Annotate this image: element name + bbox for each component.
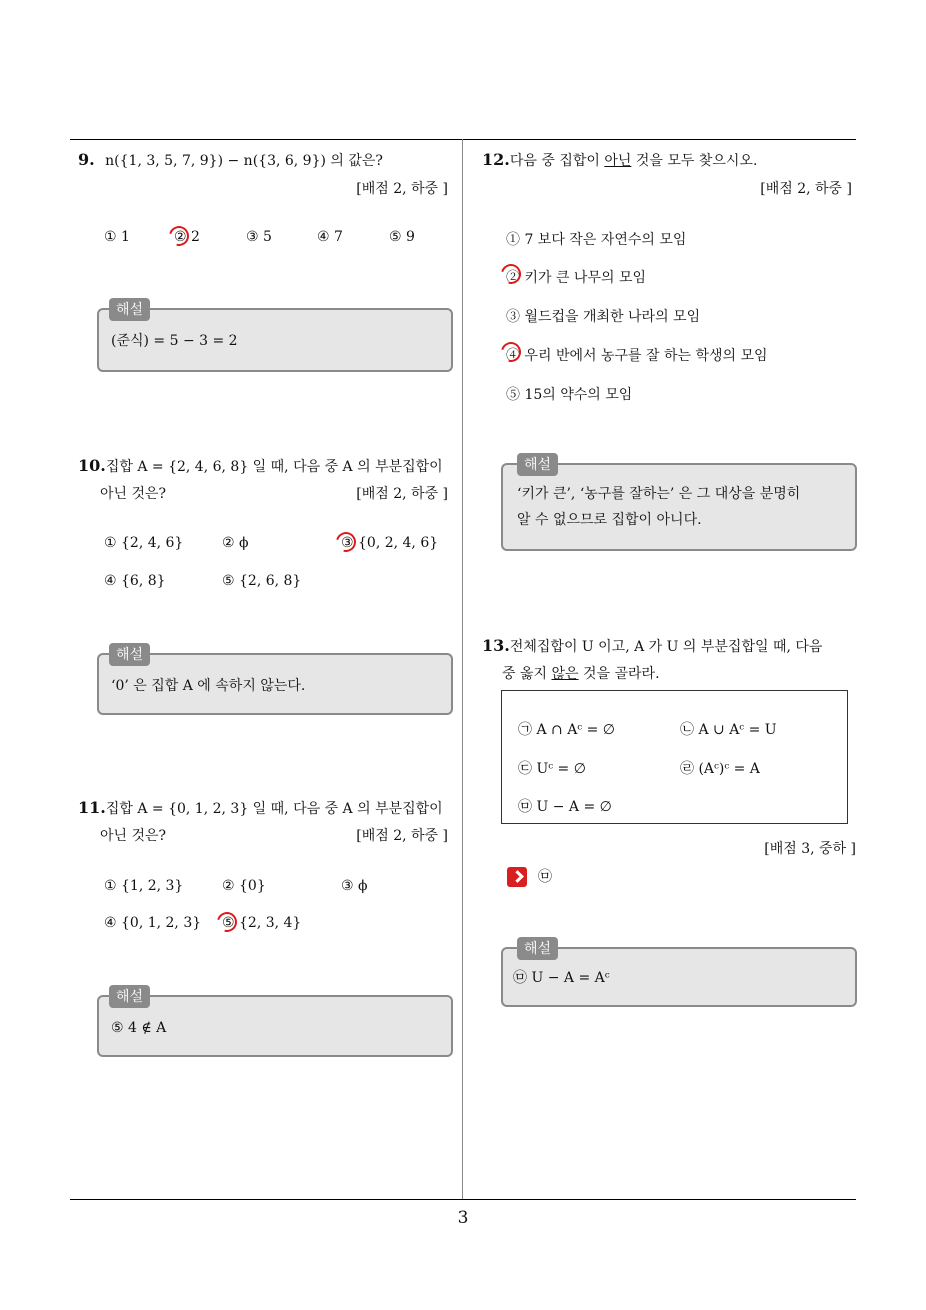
question-9 bbox=[78, 150, 383, 170]
top-rule bbox=[70, 139, 856, 140]
question-text: 집합 A = {0, 1, 2, 3} 일 때, 다음 중 A 의 부분집합이 bbox=[105, 801, 443, 817]
option-3[interactable]: ③ 5 bbox=[246, 229, 272, 245]
score-label: [배점 2, 하중 ] bbox=[356, 181, 448, 197]
solution-box bbox=[501, 941, 857, 1007]
statement-4[interactable]: ㉣ (Aᶜ)ᶜ = A bbox=[680, 761, 760, 777]
solution-tag: 해설 bbox=[517, 453, 558, 476]
question-10 bbox=[78, 456, 443, 476]
option-5[interactable]: ⑤ 15의 약수의 모임 bbox=[506, 387, 633, 403]
score-label: [배점 3, 중하 ] bbox=[764, 841, 856, 857]
answer-circle-icon bbox=[332, 528, 359, 555]
score-label: [배점 2, 하중 ] bbox=[356, 486, 448, 502]
question-text: 전체집합이 U 이고, A 가 U 의 부분집합일 때, 다음 bbox=[509, 639, 823, 655]
question-text-line2 bbox=[502, 663, 660, 683]
bottom-rule bbox=[70, 1199, 856, 1200]
question-12 bbox=[482, 150, 757, 170]
question-text-line2: 아닌 것은? bbox=[100, 486, 167, 502]
option-1[interactable]: ① 7 보다 작은 자연수의 모임 bbox=[506, 232, 687, 248]
question-number: 11. bbox=[78, 798, 106, 817]
solution-tag: 해설 bbox=[517, 937, 558, 960]
option-4[interactable]: ④ 7 bbox=[317, 229, 343, 245]
question-number: 12. bbox=[482, 150, 510, 169]
question-text-underline: 않은 bbox=[551, 666, 579, 682]
question-text-line2: 아닌 것은? bbox=[100, 828, 167, 844]
solution-text: ⑤ 4 ∉ A bbox=[111, 1020, 167, 1036]
solution-box bbox=[501, 457, 857, 551]
option-3[interactable]: ③ {0, 2, 4, 6} bbox=[341, 535, 439, 551]
statement-5[interactable]: ㉤ U − A = ∅ bbox=[518, 799, 612, 815]
question-number: 13. bbox=[482, 636, 510, 655]
arrow-right-icon bbox=[507, 867, 527, 887]
page-number: 3 bbox=[457, 1208, 469, 1228]
score-label: [배점 2, 하중 ] bbox=[760, 181, 852, 197]
question-text-pre: 중 옳지 bbox=[502, 666, 552, 682]
solution-box bbox=[97, 647, 453, 715]
question-text: 다음 중 집합이 bbox=[509, 153, 605, 169]
option-5[interactable]: ⑤ 9 bbox=[389, 229, 415, 245]
option-4[interactable]: ④ {0, 1, 2, 3} bbox=[104, 915, 202, 931]
statement-1[interactable]: ㉠ A ∩ Aᶜ = ∅ bbox=[518, 722, 615, 738]
option-1[interactable]: ① {1, 2, 3} bbox=[104, 878, 184, 894]
option-3[interactable]: ③ 월드컵을 개최한 나라의 모임 bbox=[506, 309, 701, 325]
option-1[interactable]: ① {2, 4, 6} bbox=[104, 535, 184, 551]
answer-circle-icon bbox=[165, 222, 192, 249]
option-2[interactable]: ② 키가 큰 나무의 모임 bbox=[506, 270, 646, 286]
option-5[interactable]: ⑤ {2, 3, 4} bbox=[222, 915, 302, 931]
question-text-post: 것을 골라라. bbox=[578, 666, 660, 682]
question-number: 10. bbox=[78, 456, 106, 475]
option-2[interactable]: ② ϕ bbox=[222, 535, 249, 551]
answer-circle-icon bbox=[213, 908, 240, 935]
option-1[interactable]: ① 1 bbox=[104, 229, 130, 245]
question-text-underline: 아닌 bbox=[604, 153, 632, 169]
solution-tag: 해설 bbox=[109, 985, 150, 1008]
score-label: [배점 2, 하중 ] bbox=[356, 828, 448, 844]
question-number: 9. bbox=[78, 150, 95, 169]
solution-tag: 해설 bbox=[109, 643, 150, 666]
solution-box bbox=[97, 989, 453, 1057]
solution-tag: 해설 bbox=[109, 298, 150, 321]
question-11 bbox=[78, 798, 443, 818]
solution-text-line2: 알 수 없으므로 집합이 아니다. bbox=[517, 512, 702, 528]
solution-text-line1: ‘키가 큰’, ‘농구를 잘하는’ 은 그 대상을 분명히 bbox=[517, 486, 801, 502]
question-text-end: 것을 모두 찾으시오. bbox=[631, 153, 758, 169]
option-3[interactable]: ③ ϕ bbox=[341, 878, 368, 894]
statement-3[interactable]: ㉢ Uᶜ = ∅ bbox=[518, 761, 586, 777]
option-5[interactable]: ⑤ {2, 6, 8} bbox=[222, 573, 302, 589]
option-2[interactable]: ② {0} bbox=[222, 878, 266, 894]
option-2[interactable]: ② 2 bbox=[174, 229, 200, 245]
question-13 bbox=[482, 636, 822, 656]
solution-text: ㉤ U − A = Aᶜ bbox=[513, 970, 610, 986]
option-4[interactable]: ④ 우리 반에서 농구를 잘 하는 학생의 모임 bbox=[506, 348, 768, 364]
solution-text: ‘0’ 은 집합 A 에 속하지 않는다. bbox=[111, 678, 306, 694]
question-text: n({1, 3, 5, 7, 9}) − n({3, 6, 9}) 의 값은? bbox=[105, 153, 383, 169]
solution-text: (준식) = 5 − 3 = 2 bbox=[111, 333, 238, 349]
solution-box bbox=[97, 302, 453, 372]
answer-text: ㉤ bbox=[538, 869, 552, 885]
column-divider bbox=[462, 139, 463, 1200]
question-text: 집합 A = {2, 4, 6, 8} 일 때, 다음 중 A 의 부분집합이 bbox=[105, 459, 443, 475]
statement-2[interactable]: ㉡ A ∪ Aᶜ = U bbox=[680, 722, 777, 738]
option-4[interactable]: ④ {6, 8} bbox=[104, 573, 166, 589]
